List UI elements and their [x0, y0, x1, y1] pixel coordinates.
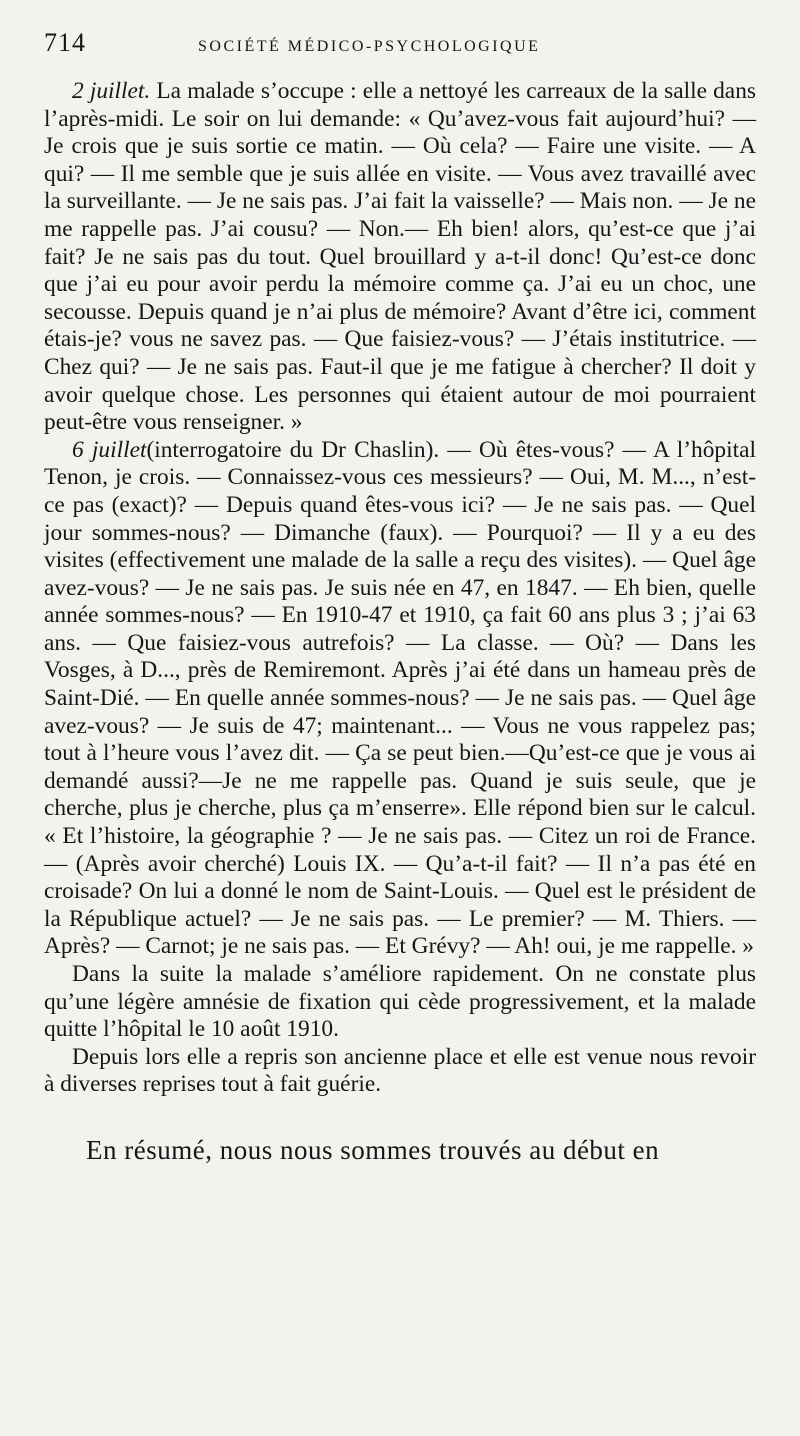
- page-body: [44, 78, 756, 1166]
- paragraph-2-juillet: [44, 78, 756, 437]
- page-header: [44, 28, 756, 68]
- running-title: SOCIÉTÉ MÉDICO-PSYCHOLOGIQUE: [198, 38, 541, 55]
- paragraph-text: Depuis lors elle a repris son ancienne place et elle est venue nous revoir à diverses reprises tout à fait guérie.: [44, 1043, 756, 1098]
- date-lead: 2 juillet.: [72, 78, 151, 104]
- paragraph-text: Dans la suite la malade s’améliore rapidement. On ne constate plus qu’une légère amnésie de fixation qui cède progressivement, et la malade quitte l’hôpital le 10 août 1910.: [44, 961, 756, 1043]
- paragraph-text: (interrogatoire du Dr Chaslin). — Où êtes-vous? — A l’hôpital Tenon, je crois. — Connaissez-vous ces messieurs? — Oui, M. M..., n’est-ce pas (exact)? — Depuis quand êtes-vous ici? — Je ne sais pas. — Quel jour sommes-nous? — Dimanche (faux). — Pourquoi? — Il y a eu des visites (effectivement une malade de la salle a reçu des visites). — Quel âge avez-vous? — Je ne sais pas. Je suis née en 47, en 1847. — Eh bien, quelle année sommes-nous? — En 1910-47 et 1910, ça fait 60 ans plus 3 ; j’ai 63 ans. — Que faisiez-vous autrefois? — La classe. — Où? — Dans les Vosges, à D..., près de Remiremont. Après j’ai été dans un hameau près de Saint-Dié. — En quelle année sommes-nous? — Je ne sais pas. — Quel âge avez-vous? — Je suis de 47; maintenant... — Vous ne vous rappelez pas; tout à l’heure vous l’avez dit. — Ça se peut bien.—Qu’est-ce que je vous ai demandé aussi?—Je ne me rappelle pas. Quand je suis seule, que je cherche, plus je cherche, plus ça m’enserre». Elle répond bien sur le calcul. « Et l’histoire, la géographie ? — Je ne sais pas. — Citez un roi de France. — (Après avoir cherché) Louis IX. — Qu’a-t-il fait? — Il n’a pas été en croisade? On lui a donné le nom de Saint-Louis. — Quel est le président de la République actuel? — Je ne sais pas. — Le premier? — M. Thiers. — Après? — Carnot; je ne sais pas. — Et Grévy? — Ah! oui, je me rappelle. »: [44, 436, 756, 960]
- date-lead: 6 juillet: [72, 436, 147, 463]
- closing-line: En résumé, nous nous sommes trouvés au début en: [86, 1134, 660, 1165]
- paragraph-6-juillet: [44, 437, 756, 961]
- section-gap: [44, 1099, 756, 1135]
- paragraph-follow-up: [44, 1044, 756, 1099]
- page-number: 714: [44, 28, 86, 57]
- paragraph-text: La malade s’occupe : elle a nettoyé les carreaux de la salle dans l’après-midi. Le soir on lui demande: « Qu’avez-vous fait aujourd’hui? — Je crois que je suis sortie ce matin. — Où cela? — Faire une visite. — A qui? — Il me semble que je suis allée en visite. — Vous avez travaillé avec la surveillante. — Je ne sais pas. J’ai fait la vaisselle? — Mais non. — Je ne me rappelle pas. J’ai cousu? — Non.— Eh bien! alors, qu’est-ce que j’ai fait? Je ne sais pas du tout. Quel brouillard y a-t-il donc! Qu’est-ce donc que j’ai eu pour avoir perdu la mémoire comme ça. J’ai eu un choc, une secousse. Depuis quand je n’ai plus de mémoire? Avant d’être ici, comment étais-je? vous ne savez pas. — Que faisiez-vous? — J’étais institutrice. — Chez qui? — Je ne sais pas. Faut-il que je me fatigue à chercher? Il doit y avoir quelque chose. Les personnes qui étaient autour de moi pourraient peut-être vous renseigner. »: [44, 78, 756, 436]
- paragraph-recovery: [44, 961, 756, 1044]
